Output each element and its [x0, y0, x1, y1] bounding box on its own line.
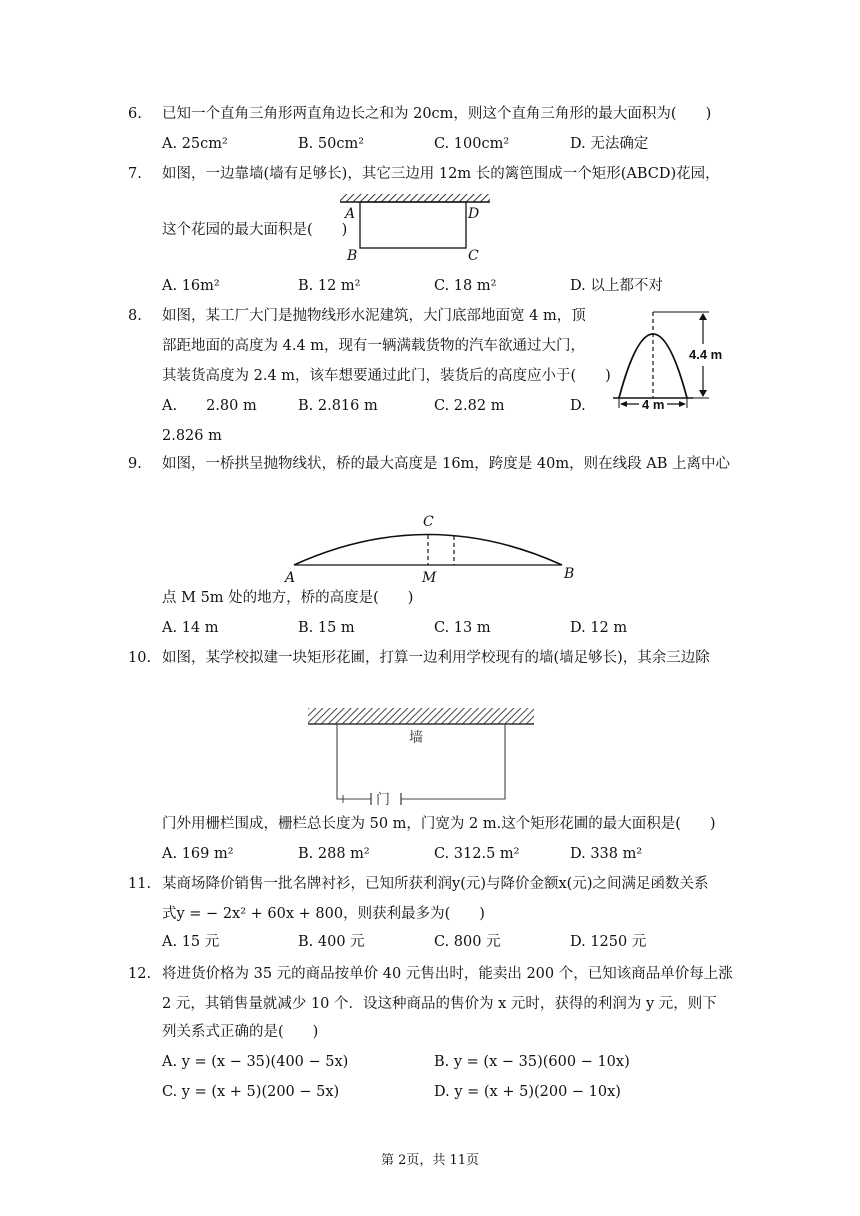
option-b: B. 2.816 m	[298, 398, 378, 414]
option-d: D. 无法确定	[570, 136, 649, 152]
question-stem: 如图，一桥拱呈抛物线状，桥的最大高度是 16m，跨度是 40m，则在线段 AB 上离中心	[162, 456, 730, 472]
option-a: A. 15 元	[162, 934, 220, 950]
question-stem: 如图，一边靠墙(墙有足够长)，其它三边用 12m 长的篱笆围成一个矩形(ABCD)花园，	[162, 166, 720, 182]
question-number: 12.	[128, 966, 152, 982]
option-c: C. 2.82 m	[434, 398, 505, 414]
vertex-label-c: C	[468, 248, 479, 264]
question-stem: 某商场降价销售一批名牌衬衫，已知所获利润y(元)与降价金额x(元)之间满足函数关系	[162, 876, 709, 892]
option-a: A. 2.80 m	[162, 398, 257, 414]
question-stem: 如图，某工厂大门是抛物线形水泥建筑，大门底部地面宽 4 m，顶	[162, 308, 586, 324]
question-stem: 将进货价格为 35 元的商品按单价 40 元售出时，能卖出 200 个，已知该商品单价每上涨	[162, 966, 733, 982]
question-number: 6.	[128, 106, 142, 122]
question-number: 9.	[128, 456, 142, 472]
question-number: 8.	[128, 308, 142, 324]
point-label-a: A	[285, 570, 296, 586]
point-label-m: M	[422, 570, 437, 586]
vertex-label-b: B	[347, 248, 358, 264]
option-a: A. 14 m	[162, 620, 219, 636]
door-label: 门	[376, 792, 390, 808]
question-stem: 这个花园的最大面积是( )	[162, 222, 348, 238]
width-label: 4 m	[642, 397, 665, 412]
option-c: C. 100cm²	[434, 136, 510, 152]
point-label-c: C	[423, 514, 434, 530]
option-a: A. 169 m²	[162, 846, 234, 862]
point-label-b: B	[564, 566, 575, 582]
question-stem: 2 元，其销售量就减少 10 个．设这种商品的售价为 x 元时，获得的利润为 y 元，则下	[162, 996, 717, 1012]
option-d: D. 12 m	[570, 620, 628, 636]
flower-bed-figure	[305, 704, 537, 808]
vertex-label-a: A	[345, 206, 356, 222]
option-b: B. y = (x − 35)(600 − 10x)	[434, 1054, 630, 1070]
option-c: C. 800 元	[434, 934, 501, 950]
question-stem: 门外用栅栏围成，栅栏总长度为 50 m，门宽为 2 m.这个矩形花圃的最大面积是( )	[162, 816, 716, 832]
height-label: 4.4 m	[689, 347, 723, 362]
option-d-value: 2.826 m	[162, 428, 222, 444]
question-stem: 如图，某学校拟建一块矩形花圃，打算一边利用学校现有的墙(墙足够长)，其余三边除	[162, 650, 710, 666]
option-b: B. 50cm²	[298, 136, 365, 152]
option-d: D.	[570, 398, 586, 414]
option-d: D. 338 m²	[570, 846, 643, 862]
option-c: C. 13 m	[434, 620, 491, 636]
option-b: B. 12 m²	[298, 278, 361, 294]
parabolic-gate-figure	[605, 306, 735, 412]
question-number: 10.	[128, 650, 152, 666]
option-a: A. 25cm²	[162, 136, 228, 152]
option-a: A. 16m²	[162, 278, 220, 294]
option-c: C. 18 m²	[434, 278, 497, 294]
bridge-arch-figure	[280, 508, 590, 584]
wall-label: 墙	[409, 730, 423, 746]
option-b: B. 15 m	[298, 620, 355, 636]
question-stem: 已知一个直角三角形两直角边长之和为 20cm，则这个直角三角形的最大面积为( )	[162, 106, 712, 122]
question-stem: 部距地面的高度为 4.4 m，现有一辆满载货物的汽车欲通过大门，	[162, 338, 586, 354]
vertex-label-d: D	[468, 206, 480, 222]
option-d: D. y = (x + 5)(200 − 10x)	[434, 1084, 621, 1100]
question-number: 7.	[128, 166, 142, 182]
rectangle-garden-figure	[336, 190, 496, 262]
option-a: A. y = (x − 35)(400 − 5x)	[162, 1054, 349, 1070]
question-number: 11.	[128, 876, 152, 892]
question-stem: 其装货高度为 2.4 m，该车想要通过此门，装货后的高度应小于( )	[162, 368, 611, 384]
option-c: C. 312.5 m²	[434, 846, 520, 862]
question-stem: 列关系式正确的是( )	[162, 1024, 319, 1040]
question-stem: 式y = − 2x² + 60x + 800，则获利最多为( )	[162, 906, 485, 922]
option-d: D. 1250 元	[570, 934, 647, 950]
option-d: D. 以上都不对	[570, 278, 663, 294]
option-b: B. 400 元	[298, 934, 365, 950]
page-footer: 第 2页，共 11页	[380, 1153, 480, 1168]
option-b: B. 288 m²	[298, 846, 370, 862]
question-stem: 点 M 5m 处的地方，桥的高度是( )	[162, 590, 414, 606]
option-c: C. y = (x + 5)(200 − 5x)	[162, 1084, 340, 1100]
